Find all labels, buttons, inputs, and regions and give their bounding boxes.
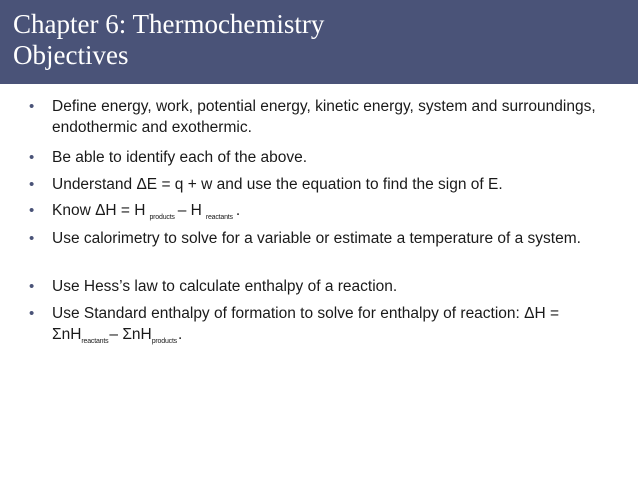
bullet-icon: •	[29, 98, 35, 115]
bullet-icon: •	[29, 305, 35, 322]
list-item-text: – H	[177, 202, 202, 219]
bullet-icon: •	[29, 176, 35, 193]
list-item	[29, 228, 612, 249]
subscript-reactants: reactants	[81, 338, 109, 345]
bullet-icon: •	[29, 149, 35, 166]
list-item	[29, 276, 612, 297]
bullet-icon: •	[29, 202, 35, 219]
list-item-text: Understand ΔE = q + w and use the equation to find the sign of E.	[52, 176, 503, 193]
list-item	[29, 200, 612, 228]
list-item	[29, 96, 612, 138]
bullet-icon: •	[29, 278, 35, 295]
list-item-text: Use calorimetry to solve for a variable or estimate a temperature of a system.	[52, 230, 581, 247]
slide-subtitle: Objectives	[13, 40, 129, 70]
subscript-reactants: reactants	[205, 214, 233, 221]
list-item	[29, 147, 612, 168]
list-item-text: Use Hess’s law to calculate enthalpy of a reaction.	[52, 278, 398, 295]
list-item-text: Be able to identify each of the above.	[52, 149, 308, 166]
list-item-text: Use Standard enthalpy of formation to solve for enthalpy of reaction: ΔH = ΣnH	[52, 305, 560, 343]
bullet-icon: •	[29, 230, 35, 247]
subscript-products: products	[149, 214, 175, 221]
list-item-text: Know ΔH = H	[52, 202, 146, 219]
list-item	[29, 303, 612, 352]
slide-header	[0, 0, 638, 84]
list-item	[29, 174, 612, 195]
slide-title: Chapter 6: Thermochemistry	[13, 9, 325, 39]
list-item-end: .	[177, 326, 183, 343]
list-item-text: – ΣnH	[109, 326, 152, 343]
subscript-products: products	[151, 338, 177, 345]
list-item-end: .	[235, 202, 241, 219]
list-item-text: Define energy, work, potential energy, kinetic energy, system and surroundings, endothermic and exothermic.	[52, 98, 596, 136]
